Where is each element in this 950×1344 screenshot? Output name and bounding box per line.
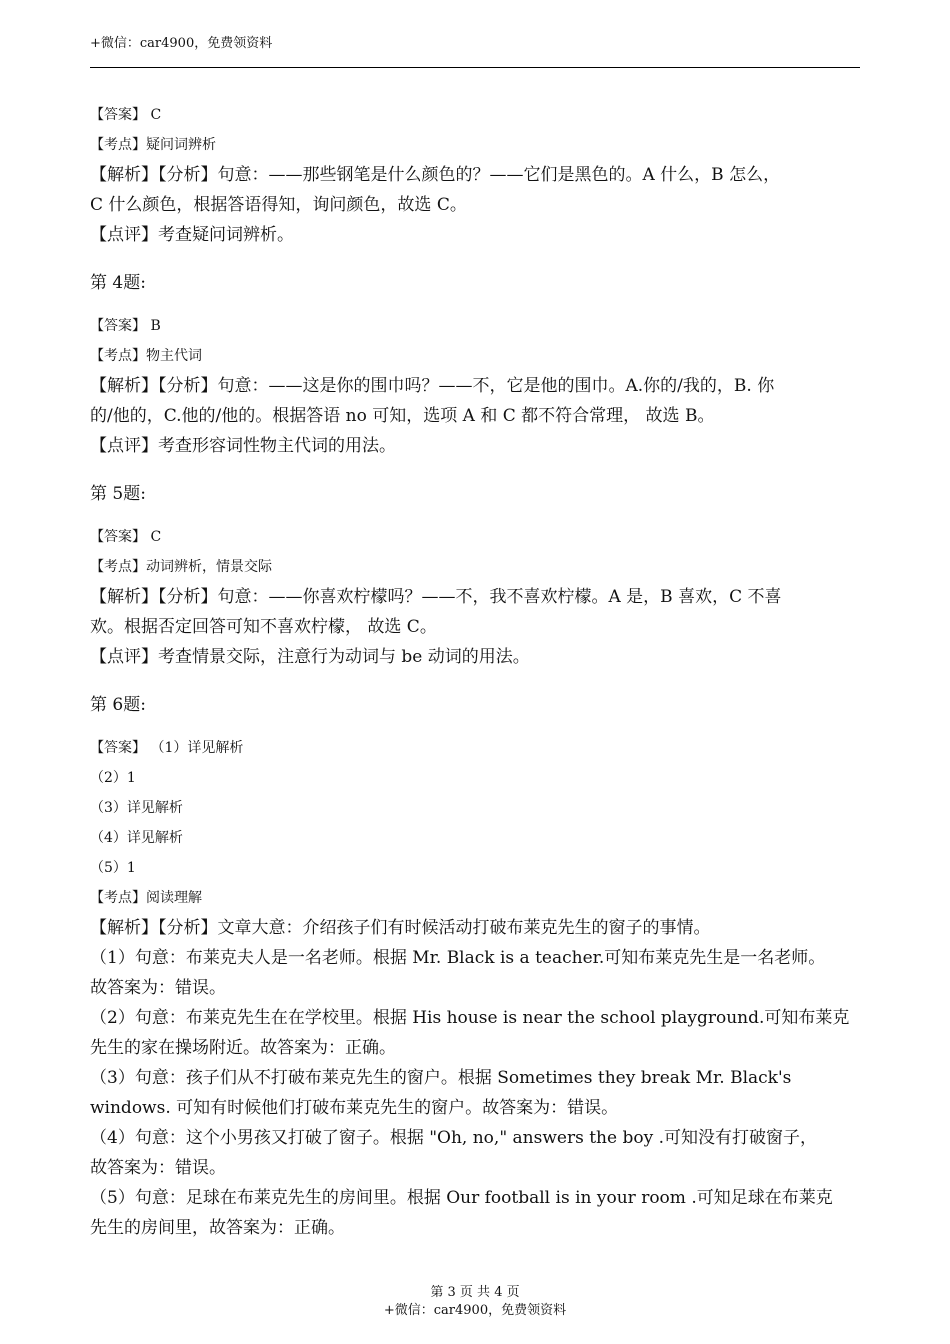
topic: 【考点】阅读理解 bbox=[90, 890, 202, 906]
comment: 【点评】考查疑问词辨析。 bbox=[90, 225, 294, 245]
answer: 【答案】 C bbox=[90, 529, 162, 545]
analysis-line: 的/他的，C.他的/他的。根据答语 no 可知，选项 A 和 C 都不符合常理， 故选 B。 bbox=[90, 406, 715, 426]
document-body bbox=[90, 100, 860, 1243]
analysis-line: （4）句意：这个小男孩又打破了窗子。根据 "Oh, no," answers the boy .可知没有打破窗子， bbox=[90, 1128, 817, 1148]
analysis-line: 故答案为：错误。 bbox=[90, 1158, 226, 1178]
analysis-line: 【解析】【分析】句意：——你喜欢柠檬吗？——不，我不喜欢柠檬。A 是，B 喜欢，C 不喜 bbox=[90, 587, 782, 607]
analysis-line: 【解析】【分析】句意：——那些钢笔是什么颜色的？——它们是黑色的。A 什么，B 怎么， bbox=[90, 165, 781, 185]
answer: 【答案】 C bbox=[90, 107, 162, 123]
analysis-line: 欢。根据否定回答可知不喜欢柠檬， 故选 C。 bbox=[90, 617, 437, 637]
analysis-line: （3）句意：孩子们从不打破布莱克先生的窗户。根据 Sometimes they break Mr. Black's bbox=[90, 1068, 792, 1088]
topic: 【考点】疑问词辨析 bbox=[90, 137, 216, 153]
analysis-line: 故答案为：错误。 bbox=[90, 978, 226, 998]
analysis-line: （1）句意：布莱克夫人是一名老师。根据 Mr. Black is a teacher.可知布莱克先生是一名老师。 bbox=[90, 948, 826, 968]
header-note: +微信：car4900，免费领资料 bbox=[90, 36, 273, 51]
header-rule bbox=[90, 67, 860, 68]
answer-item: （4）详见解析 bbox=[90, 830, 183, 846]
question-heading: 第 4题: bbox=[90, 273, 146, 293]
comment: 【点评】考查形容词性物主代词的用法。 bbox=[90, 436, 396, 456]
topic: 【考点】物主代词 bbox=[90, 348, 202, 364]
analysis-line: （2）句意：布莱克先生在在学校里。根据 His house is near the school playground.可知布莱克 bbox=[90, 1008, 850, 1028]
comment: 【点评】考查情景交际，注意行为动词与 be 动词的用法。 bbox=[90, 647, 530, 667]
analysis-line: （5）句意：足球在布莱克先生的房间里。根据 Our football is in your room .可知足球在布莱克 bbox=[90, 1188, 833, 1208]
footer-note: +微信：car4900，免费领资料 bbox=[383, 1303, 567, 1318]
question-heading: 第 6题: bbox=[90, 695, 146, 715]
answer-item: （2）1 bbox=[90, 770, 136, 786]
analysis-line: windows. 可知有时候他们打破布莱克先生的窗户。故答案为：错误。 bbox=[90, 1098, 619, 1118]
answer-item: （5）1 bbox=[90, 860, 136, 876]
answer: 【答案】 B bbox=[90, 318, 161, 334]
question-heading: 第 5题: bbox=[90, 484, 146, 504]
topic: 【考点】动词辨析，情景交际 bbox=[90, 559, 272, 575]
page-number: 第 3 页 共 4 页 bbox=[430, 1285, 520, 1300]
answer: 【答案】 （1）详见解析 bbox=[90, 740, 244, 756]
analysis-line: 【解析】【分析】句意：——这是你的围巾吗？——不，它是他的围巾。A.你的/我的，B. 你 bbox=[90, 376, 775, 396]
analysis-line: C 什么颜色，根据答语得知，询问颜色，故选 C。 bbox=[90, 195, 467, 215]
answer-item: （3）详见解析 bbox=[90, 800, 183, 816]
analysis-line: 【解析】【分析】文章大意：介绍孩子们有时候活动打破布莱克先生的窗子的事情。 bbox=[90, 918, 711, 938]
analysis-line: 先生的家在操场附近。故答案为：正确。 bbox=[90, 1038, 396, 1058]
analysis-line: 先生的房间里，故答案为：正确。 bbox=[90, 1218, 345, 1238]
